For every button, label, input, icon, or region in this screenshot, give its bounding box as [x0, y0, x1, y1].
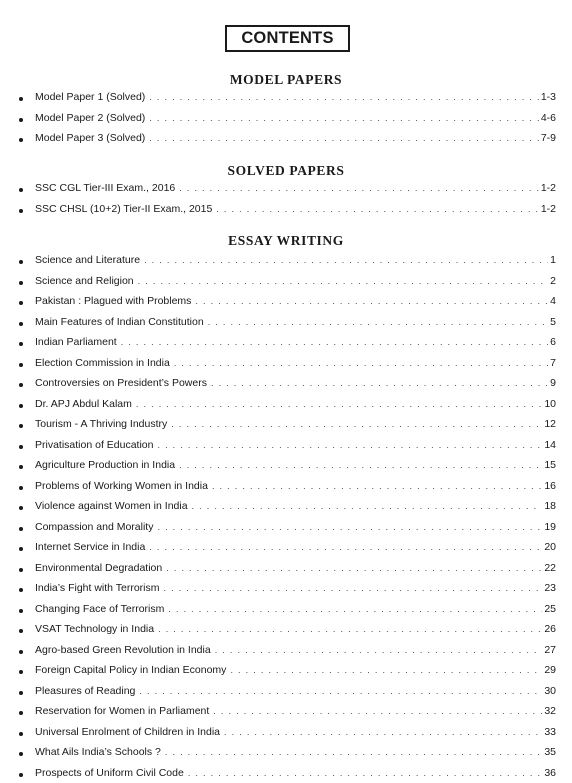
- bullet-icon: [19, 650, 23, 654]
- bullet-icon: [19, 691, 23, 695]
- toc-entry-page: 25: [542, 603, 556, 615]
- toc-entry-title: Science and Literature: [35, 254, 144, 266]
- toc-entry-title: What Ails India’s Schools ?: [35, 746, 165, 758]
- toc-entry-title: Violence against Women in India: [35, 500, 192, 512]
- dot-leader: [149, 542, 542, 552]
- dot-leader: [164, 583, 543, 593]
- section-heading-essay-writing: ESSAY WRITING: [0, 233, 572, 249]
- dot-leader: [212, 481, 542, 491]
- toc-entry-page: 27: [542, 644, 556, 656]
- toc-entry-body: [35, 664, 556, 676]
- toc-entry-title: Agro-based Green Revolution in India: [35, 644, 215, 656]
- toc-entry-title: Agriculture Production in India: [35, 459, 179, 471]
- toc-entry-body: [35, 112, 556, 124]
- toc-entry-body: [35, 357, 556, 369]
- toc-entry-page: 36: [542, 767, 556, 779]
- toc-entry-body: [35, 521, 556, 533]
- toc-entry-title: Main Features of Indian Constitution: [35, 316, 208, 328]
- toc-entry-page: 16: [542, 480, 556, 492]
- bullet-icon: [19, 342, 23, 346]
- bullet-icon: [19, 322, 23, 326]
- toc-entry: [0, 108, 572, 129]
- dot-leader: [157, 522, 542, 532]
- toc-entry-page: 5: [548, 316, 556, 328]
- dot-leader: [224, 727, 542, 737]
- bullet-icon: [19, 363, 23, 367]
- toc-entry: [0, 578, 572, 599]
- toc-entry-title: Indian Parliament: [35, 336, 121, 348]
- dot-leader: [171, 419, 542, 429]
- bullet-icon: [19, 486, 23, 490]
- toc-entry-body: [35, 746, 556, 758]
- toc-entry-title: Internet Service in India: [35, 541, 149, 553]
- bullet-icon: [19, 465, 23, 469]
- toc-entry-title: Privatisation of Education: [35, 439, 157, 451]
- toc-entry-body: [35, 203, 556, 215]
- toc-entry-body: [35, 377, 556, 389]
- toc-entry-page: 7: [548, 357, 556, 369]
- toc-entry: [0, 701, 572, 722]
- model-papers-list: [0, 87, 572, 149]
- toc-entry-page: 1-3: [539, 91, 556, 103]
- toc-entry-title: Changing Face of Terrorism: [35, 603, 168, 615]
- toc-entry-body: [35, 726, 556, 738]
- toc-entry-title: VSAT Technology in India: [35, 623, 158, 635]
- toc-entry-page: 12: [542, 418, 556, 430]
- toc-entry: [0, 373, 572, 394]
- toc-entry: [0, 435, 572, 456]
- dot-leader: [192, 501, 543, 511]
- toc-entry-title: SSC CGL Tier-III Exam., 2016: [35, 182, 179, 194]
- toc-entry: [0, 763, 572, 783]
- toc-entry-body: [35, 603, 556, 615]
- toc-entry-title: Pleasures of Reading: [35, 685, 139, 697]
- toc-entry-body: [35, 439, 556, 451]
- toc-entry: [0, 271, 572, 292]
- toc-entry-title: Election Commission in India: [35, 357, 174, 369]
- toc-entry-title: Controversies on President’s Powers: [35, 377, 211, 389]
- dot-leader: [165, 747, 542, 757]
- toc-entry-body: [35, 685, 556, 697]
- bullet-icon: [19, 670, 23, 674]
- bullet-icon: [19, 138, 23, 142]
- dot-leader: [121, 337, 548, 347]
- dot-leader: [211, 378, 548, 388]
- bullet-icon: [19, 527, 23, 531]
- bullet-icon: [19, 301, 23, 305]
- dot-leader: [158, 624, 542, 634]
- toc-entry-body: [35, 705, 556, 717]
- toc-entry-title: SSC CHSL (10+2) Tier-II Exam., 2015: [35, 203, 216, 215]
- toc-entry-body: [35, 398, 556, 410]
- bullet-icon: [19, 773, 23, 777]
- toc-entry: [0, 476, 572, 497]
- toc-entry-page: 26: [542, 623, 556, 635]
- toc-entry-body: [35, 182, 556, 194]
- toc-entry-title: Compassion and Morality: [35, 521, 157, 533]
- bullet-icon: [19, 188, 23, 192]
- toc-entry-body: [35, 767, 556, 779]
- toc-entry-page: 32: [542, 705, 556, 717]
- bullet-icon: [19, 281, 23, 285]
- contents-title-box: [225, 25, 350, 52]
- toc-entry: [0, 414, 572, 435]
- toc-entry-page: 7-9: [539, 132, 556, 144]
- toc-entry-page: 2: [548, 275, 556, 287]
- dot-leader: [136, 399, 542, 409]
- toc-entry-page: 14: [542, 439, 556, 451]
- toc-entry: [0, 619, 572, 640]
- toc-entry-body: [35, 91, 556, 103]
- dot-leader: [139, 686, 542, 696]
- bullet-icon: [19, 424, 23, 428]
- dot-leader: [149, 133, 539, 143]
- toc-entry-body: [35, 254, 556, 266]
- bullet-icon: [19, 506, 23, 510]
- dot-leader: [208, 317, 548, 327]
- toc-entry-title: Foreign Capital Policy in Indian Economy: [35, 664, 230, 676]
- dot-leader: [188, 768, 543, 778]
- bullet-icon: [19, 118, 23, 122]
- toc-entry-body: [35, 418, 556, 430]
- dot-leader: [179, 183, 539, 193]
- toc-entry: [0, 250, 572, 271]
- bullet-icon: [19, 97, 23, 101]
- toc-entry: [0, 558, 572, 579]
- page-title: CONTENTS: [241, 29, 333, 48]
- toc-entry-title: Model Paper 1 (Solved): [35, 91, 149, 103]
- toc-entry-page: 4-6: [539, 112, 556, 124]
- bullet-icon: [19, 752, 23, 756]
- toc-entry: [0, 496, 572, 517]
- dot-leader: [195, 296, 548, 306]
- dot-leader: [157, 440, 542, 450]
- toc-entry-body: [35, 336, 556, 348]
- toc-entry: [0, 332, 572, 353]
- toc-entry-body: [35, 275, 556, 287]
- toc-entry-page: 6: [548, 336, 556, 348]
- dot-leader: [168, 604, 542, 614]
- dot-leader: [216, 204, 539, 214]
- bullet-icon: [19, 404, 23, 408]
- toc-entry-body: [35, 644, 556, 656]
- toc-entry-page: 1-2: [539, 182, 556, 194]
- toc-entry-body: [35, 623, 556, 635]
- dot-leader: [213, 706, 542, 716]
- toc-entry-title: Model Paper 3 (Solved): [35, 132, 149, 144]
- toc-entry-body: [35, 459, 556, 471]
- toc-entry-title: Science and Religion: [35, 275, 138, 287]
- toc-entry: [0, 353, 572, 374]
- toc-entry-page: 1: [548, 254, 556, 266]
- section-heading-solved-papers: SOLVED PAPERS: [0, 163, 572, 179]
- toc-entry-page: 9: [548, 377, 556, 389]
- toc-entry-page: 20: [542, 541, 556, 553]
- dot-leader: [215, 645, 543, 655]
- dot-leader: [230, 665, 542, 675]
- toc-entry: [0, 681, 572, 702]
- dot-leader: [138, 276, 549, 286]
- solved-papers-list: [0, 178, 572, 219]
- toc-entry-body: [35, 541, 556, 553]
- toc-entry-title: India’s Fight with Terrorism: [35, 582, 164, 594]
- toc-entry: [0, 199, 572, 220]
- toc-entry: [0, 599, 572, 620]
- toc-entry-page: 19: [542, 521, 556, 533]
- essay-writing-list: [0, 250, 572, 783]
- bullet-icon: [19, 629, 23, 633]
- toc-entry-page: 15: [542, 459, 556, 471]
- bullet-icon: [19, 383, 23, 387]
- toc-entry-title: Reservation for Women in Parliament: [35, 705, 213, 717]
- toc-entry-page: 30: [542, 685, 556, 697]
- toc-entry: [0, 87, 572, 108]
- toc-entry-body: [35, 295, 556, 307]
- toc-entry-body: [35, 316, 556, 328]
- toc-entry: [0, 128, 572, 149]
- toc-entry-title: Model Paper 2 (Solved): [35, 112, 149, 124]
- dot-leader: [179, 460, 542, 470]
- toc-entry-page: 18: [542, 500, 556, 512]
- toc-entry: [0, 742, 572, 763]
- toc-entry: [0, 312, 572, 333]
- toc-entry: [0, 178, 572, 199]
- toc-entry-title: Universal Enrolment of Children in India: [35, 726, 224, 738]
- bullet-icon: [19, 588, 23, 592]
- bullet-icon: [19, 445, 23, 449]
- bullet-icon: [19, 732, 23, 736]
- bullet-icon: [19, 547, 23, 551]
- toc-entry-body: [35, 500, 556, 512]
- toc-entry-page: 10: [542, 398, 556, 410]
- toc-entry-title: Prospects of Uniform Civil Code: [35, 767, 188, 779]
- toc-entry-page: 33: [542, 726, 556, 738]
- toc-entry-body: [35, 480, 556, 492]
- toc-entry-title: Tourism - A Thriving Industry: [35, 418, 171, 430]
- toc-entry-body: [35, 582, 556, 594]
- section-heading-model-papers: MODEL PAPERS: [0, 72, 572, 88]
- dot-leader: [149, 113, 539, 123]
- toc-entry-page: 35: [542, 746, 556, 758]
- toc-entry-page: 22: [542, 562, 556, 574]
- toc-entry-title: Environmental Degradation: [35, 562, 166, 574]
- toc-entry: [0, 394, 572, 415]
- toc-entry-page: 1-2: [539, 203, 556, 215]
- dot-leader: [174, 358, 548, 368]
- toc-entry-page: 23: [542, 582, 556, 594]
- toc-entry-page: 29: [542, 664, 556, 676]
- toc-entry: [0, 537, 572, 558]
- dot-leader: [166, 563, 542, 573]
- bullet-icon: [19, 711, 23, 715]
- toc-entry-body: [35, 562, 556, 574]
- bullet-icon: [19, 609, 23, 613]
- toc-entry: [0, 517, 572, 538]
- toc-entry-title: Pakistan : Plagued with Problems: [35, 295, 195, 307]
- dot-leader: [149, 92, 539, 102]
- toc-entry-title: Problems of Working Women in India: [35, 480, 212, 492]
- toc-entry: [0, 291, 572, 312]
- bullet-icon: [19, 568, 23, 572]
- bullet-icon: [19, 209, 23, 213]
- dot-leader: [144, 255, 548, 265]
- toc-entry: [0, 660, 572, 681]
- bullet-icon: [19, 260, 23, 264]
- toc-entry-title: Dr. APJ Abdul Kalam: [35, 398, 136, 410]
- toc-entry-page: 4: [548, 295, 556, 307]
- toc-entry: [0, 640, 572, 661]
- toc-entry: [0, 455, 572, 476]
- toc-entry-body: [35, 132, 556, 144]
